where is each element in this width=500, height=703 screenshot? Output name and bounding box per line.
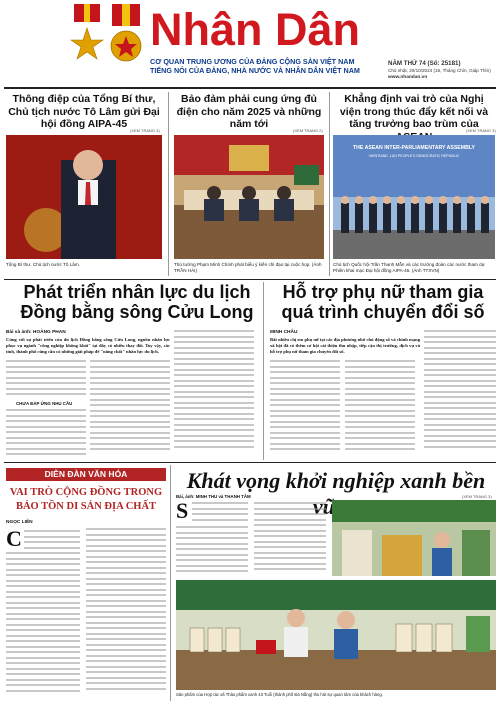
website: www.nhandan.vn [388,75,428,80]
photo-general-secretary [6,135,162,259]
aipa-banner-sub: VIENTIANE, LAO PEOPLE'S DEMOCRATIC REPUBLIC [368,154,460,158]
byline-women: MINH CHÂU [270,330,298,335]
column-rule [329,92,330,276]
booth-illustration [332,500,496,576]
headline-aipa-message[interactable]: Thông điệp của Tổng Bí thư, Chủ tịch nước Tô Lâm gửi Đại hội đồng AIPA-45 [8,93,160,131]
drop-cap: C [6,526,22,551]
body-text-block [6,409,86,459]
byline-green: Bài, ảnh: MINH THU và THANH TÂM [176,494,251,499]
body-text-block [345,360,415,458]
column-rule [170,465,171,701]
body-text-block [6,360,86,400]
page-ref-3[interactable]: (XEM TRANG 3) [466,128,496,133]
body-text-block [24,530,80,550]
meeting-illustration [174,135,324,259]
body-text-block [254,502,326,576]
masthead-subtitle-1: CƠ QUAN TRUNG ƯƠNG CỦA ĐẢNG CỘNG SẢN VIỆT NAM [150,57,355,66]
portrait-illustration [6,135,162,259]
masthead-rule [4,87,496,89]
body-text-block [6,552,80,698]
caption-green: Sản phẩm của Hợp tác xã Thảo phẩm xanh 43 Tuổi (thành phố Đà Nẵng) thu hút sự quan tâm của khách hàng. [176,692,383,697]
photo-aipa [333,135,495,259]
lead-delta: Cùng với sự phát triển của du lịch Đồng bằng sông Cửu Long, nguồn nhân lực phục vụ ngành "công nghiệp không khói" tại đây có nhiều thay đổi. Tuy vậy, các tỉnh, thành phố cũng cần có những giải pháp để "nâng chất" nhân lực du lịch. [6,337,170,354]
body-text-block [424,330,496,458]
byline-delta: Bài và ảnh: HOÀNG PHAN [6,330,66,335]
masthead [0,0,500,88]
headline-electricity[interactable]: Bảo đảm phải cung ứng đủ điện cho năm 2025 và những năm tới [176,93,322,131]
caption-2: Thủ tướng Phạm Minh Chính phát biểu ý kiến chỉ đạo tại cuộc họp. (Ảnh TRẦN HẢI) [174,262,322,273]
byline-culture: NGỌC LIÊN [6,520,33,525]
page-ref-green[interactable]: (XEM TRANG 3) [462,494,492,499]
products-illustration [176,580,496,690]
masthead-subtitle-2: TIẾNG NÓI CỦA ĐẢNG, NHÀ NƯỚC VÀ NHÂN DÂN VIỆT NAM [150,66,360,75]
column-rule [168,92,169,276]
headline-green-startup[interactable]: Khát vọng khởi nghiệp xanh bền [186,468,486,493]
headline-delta-tourism[interactable]: Phát triển nhân lực du lịch Đồng bằng sông Cửu Long [20,282,254,322]
body-text-block [176,526,248,576]
page-ref-2[interactable]: (XEM TRANG 2) [293,128,323,133]
lead-women: Bất nhiều chị em phụ nữ tại các địa phương nhờ chủ động số và chính mạng xã hội đã có thêm cơ hội cải thiện thu nhập, tiếp cận thị trường, dịch vụ và hỗ trợ phụ nữ tham gia chuyển đổi số. [270,337,420,354]
headline-geology-heritage[interactable]: VAI TRÒ CỘNG ĐỒNG TRONG BẢO TỒN DI SẢN ĐỊA CHẤT [9,487,163,513]
issue-date: Chủ nhật, 20/10/2024 (18, Tháng Chín, Giáp Thìn) [388,68,491,73]
photo-meeting [174,135,324,259]
body-text-block [86,528,166,698]
drop-cap: S [176,498,189,523]
caption-3: Chủ tịch Quốc hội Trần Thanh Mẫn và các trưởng đoàn các nước tham dự Phiên khai mạc Đại hội đồng AIPA-45. (Ảnh TTXVN) [333,262,485,273]
page-ref-1[interactable]: (XEM TRANG 3) [130,128,160,133]
photo-green-products [176,580,496,690]
body-text-block [90,360,170,458]
headline-aipa-parliament[interactable]: Khẳng định vai trò của Nghị viện trong thúc đẩy kết nối và tăng trưởng bao trùm của [339,93,489,131]
column-rule [263,282,264,460]
issue-number: NĂM THỨ 74 (Số: 25181) [388,60,461,67]
medals-emblem [70,4,145,84]
caption-1: Tổng Bí thư, Chủ tịch nước Tô Lâm. [6,262,80,267]
subhead-delta: CHƯA ĐÁP ỨNG NHU CẦU [16,401,73,406]
body-text-block [270,360,340,458]
aipa-banner: THE ASEAN INTER-PARLIAMENTARY ASSEMBLY [352,145,475,151]
newspaper-title: Nhân Dân [150,4,361,55]
body-text-block [192,502,248,524]
kicker-culture: DIỄN ĐÀN VĂN HÓA [44,469,128,479]
section-rule [4,462,496,463]
headline-women-digital[interactable]: Hỗ trợ phụ nữ tham gia quá trình chuyển đổi số [281,282,485,322]
body-text-block [174,330,254,458]
photo-green-booth-1 [332,500,496,576]
section-rule [4,279,496,280]
